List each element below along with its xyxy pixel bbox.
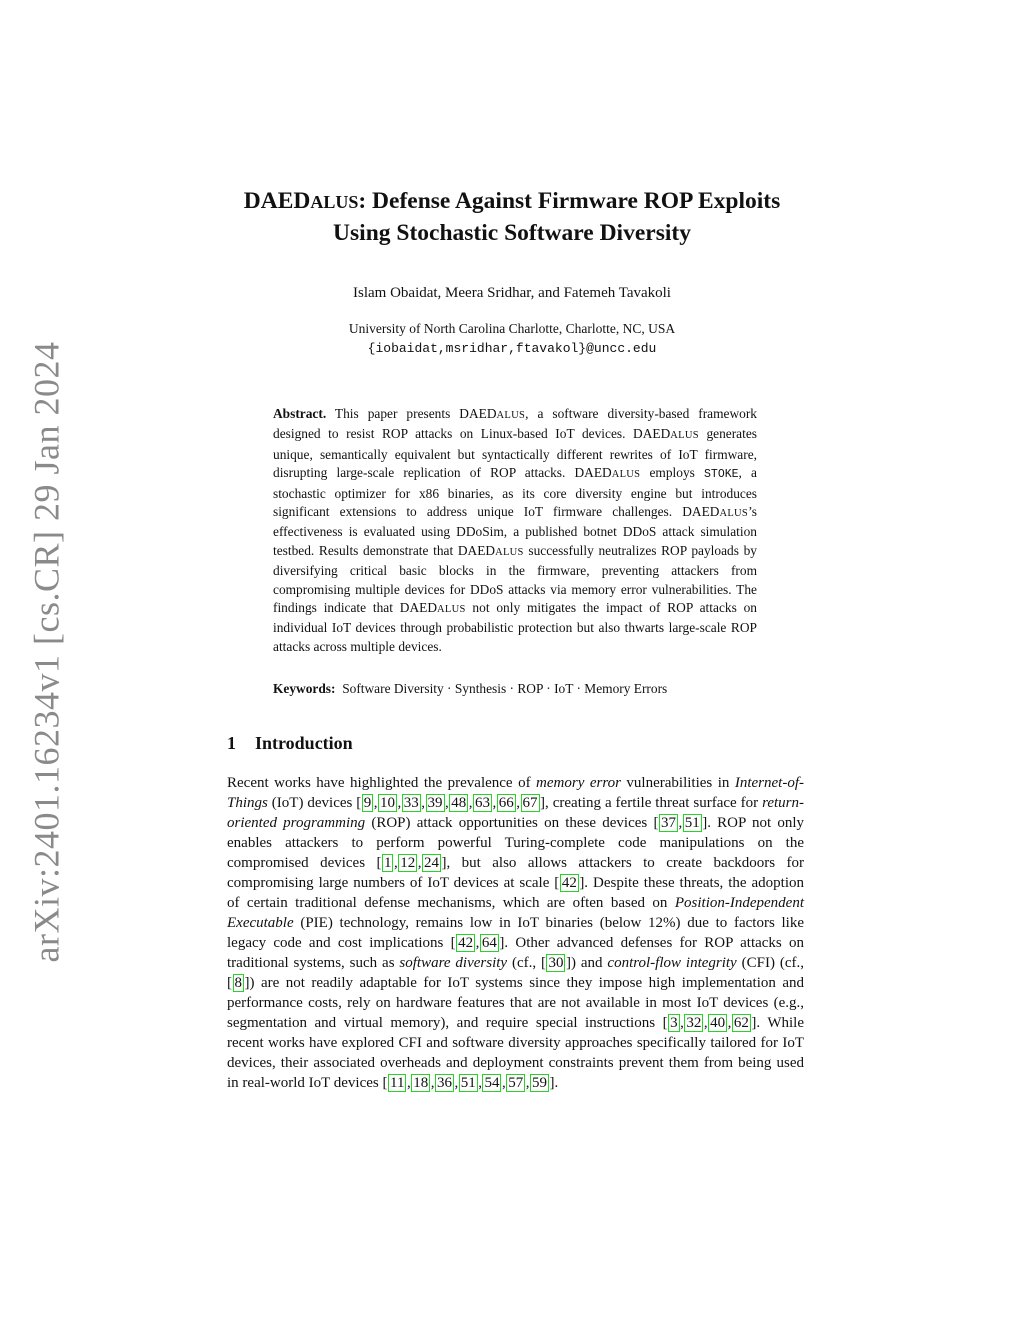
system-name-smallcaps: ALUS (496, 410, 526, 421)
citation-link[interactable]: 42 (561, 875, 577, 891)
citation-link[interactable]: 36 (436, 1075, 452, 1091)
citation-link[interactable]: 12 (400, 855, 416, 871)
intro-emphasis: Position-Independent Executable (227, 895, 804, 931)
citation-group: 9 , 10 , 33 , 39 , 48 , 63 , 66 , 67 (363, 795, 538, 811)
intro-text: (ROP) attack opportunities on these devices [ (365, 815, 659, 831)
title-line-1-rest: : Defense Against Firmware ROP Exploits (358, 188, 781, 214)
citation-link[interactable]: 3 (670, 1015, 678, 1031)
intro-text: ]. While recent works have explored CFI and software diversity approaches specifically tailored for IoT devices, their associated overheads and deployment constraints prevent them from being used in real-world IoT devices [ (227, 1015, 805, 1091)
paper-title (212, 186, 812, 249)
abstract-text: ’s effectiveness is evaluated using DDoSim, a published botnet DDoS attack simulation testbed. Results demonstrate that (273, 504, 757, 558)
citation-link[interactable]: 51 (684, 815, 700, 831)
citation-group: 3 , 32 , 40 , 62 (670, 1015, 749, 1031)
citation-group: 37 , 51 (660, 815, 700, 831)
title-name-smallcaps: ALUS (310, 192, 359, 212)
citation-link[interactable]: 40 (710, 1015, 726, 1031)
citation-link[interactable]: 24 (423, 855, 439, 871)
abstract-text: , a stochastic optimizer for x86 binaries, as its core diversity engine but introduces significant extensions to address unique IoT firmware challenges. (273, 465, 757, 520)
intro-text: ]. Despite these threats, the adoption of certain traditional defense mechanisms, which are often based on (227, 875, 805, 911)
system-name-smallcaps: ALUS (611, 469, 641, 481)
intro-text: ]) are not readily adaptable for IoT systems since they impose high implementation and performance costs, rely on hardware features that are not available in most IoT devices (e.g., segmentation and virtual memory), and require special instructions [ (227, 975, 804, 1031)
intro-emphasis: software diversity (399, 955, 508, 971)
citation-link[interactable]: 51 (460, 1075, 476, 1091)
system-name (682, 504, 748, 519)
introduction-paragraph (227, 773, 804, 1093)
title-line-1 (212, 186, 812, 218)
abstract-text: This paper presents (326, 406, 460, 421)
abstract (273, 405, 757, 656)
system-name-smallcaps: ALUS (437, 604, 466, 616)
citation-link[interactable]: 30 (548, 955, 564, 971)
citation-link[interactable]: 63 (475, 795, 491, 811)
abstract-text: employs (640, 465, 705, 481)
abstract-label: Abstract. (273, 406, 327, 421)
citation-link[interactable]: 39 (427, 795, 443, 811)
citation-link[interactable]: 33 (403, 795, 419, 811)
system-name-caps: DAED (459, 406, 497, 421)
intro-emphasis: Internet-of-Things (227, 775, 804, 811)
intro-text: (cf., [ (507, 955, 546, 971)
citation-link[interactable]: 62 (733, 1015, 749, 1031)
intro-text: ], creating a fertile threat surface for (540, 795, 763, 811)
keywords (273, 680, 773, 698)
citation-group: 42 , 64 (458, 935, 497, 951)
intro-emphasis: memory error (536, 775, 621, 791)
citation-group (546, 955, 566, 971)
citation-link[interactable]: 11 (390, 1075, 405, 1091)
citation-link[interactable]: 59 (531, 1075, 547, 1091)
citation-link[interactable]: 32 (686, 1015, 702, 1031)
abstract-text: successfully neutralizes ROP payloads by diversifying critical basic blocks in the firmware, preventing attackers from compromising multiple devices for DDoS attacks via memory error vulnerabilities. The findings indicate that (273, 542, 757, 616)
section-title: Introduction (255, 733, 353, 753)
citation-link[interactable]: 67 (522, 795, 538, 811)
system-name (400, 600, 466, 615)
system-name-caps: DAED (457, 542, 496, 558)
citation-group: 1 , 12 , 24 (383, 855, 439, 871)
citation-link[interactable]: 66 (498, 795, 514, 811)
intro-text: ], but also allows attackers to create backdoors for compromising large numbers of IoT devices at scale [ (227, 855, 805, 891)
abstract-text: , a software diversity-based framework designed to resist ROP attacks on Linux-based IoT devices. (273, 406, 757, 442)
section-heading (227, 731, 787, 755)
intro-emphasis: return-oriented programming (227, 795, 805, 831)
citation-group (232, 975, 245, 991)
intro-text: (PIE) technology, remains low in IoT binaries (below 12%) due to factors like legacy code and cost implications [ (227, 915, 804, 951)
stoke-name: STOKE (704, 468, 739, 482)
intro-text: vulnerabilities in (620, 775, 735, 791)
keywords-text: Software Diversity · Synthesis · ROP · IoT · Memory Errors (342, 681, 668, 696)
citation-link[interactable]: 48 (451, 795, 467, 811)
affiliation-institution: University of North Carolina Charlotte, Charlotte, NC, USA (348, 321, 676, 336)
citation-link[interactable]: 9 (363, 795, 372, 811)
author-list: Islam Obaidat, Meera Sridhar, and Fatemeh Tavakoli (353, 285, 671, 301)
citation-group: 11 , 18 , 36 , 51 , 54 , 57 , 59 (390, 1075, 547, 1091)
citation-link[interactable]: 8 (234, 975, 242, 991)
arxiv-side-identifier (8, 341, 84, 963)
citation-link[interactable]: 54 (484, 1075, 500, 1091)
affiliation-email: {iobaidat,msridhar,ftavakol}@uncc.edu (367, 341, 657, 356)
title-line-2: Using Stochastic Software Diversity (333, 220, 691, 246)
abstract-text: generates unique, semantically equivalent but syntactically different rewrites of IoT firmware, disrupting large-scale replication of ROP attacks. (273, 426, 757, 481)
system-name-caps: DAED (574, 465, 612, 481)
system-name (633, 426, 699, 441)
citation-link[interactable]: 18 (413, 1075, 429, 1091)
intro-emphasis: control-flow integrity (607, 955, 737, 971)
citation-link[interactable]: 64 (481, 935, 497, 951)
section-number: 1 (227, 733, 236, 753)
intro-text: ]. (549, 1075, 559, 1091)
system-name-smallcaps: ALUS (719, 508, 749, 520)
intro-text: Recent works have highlighted the prevalence of (227, 775, 537, 791)
citation-link[interactable]: 1 (383, 855, 392, 871)
system-name-caps: DAED (633, 426, 671, 442)
keywords-label: Keywords: (273, 681, 336, 696)
system-name-smallcaps: ALUS (495, 546, 524, 558)
arxiv-id-text: arXiv:2401.16234v1 [cs.CR] 29 Jan 2024 (26, 341, 67, 963)
system-name-smallcaps: ALUS (670, 430, 699, 442)
system-name (458, 543, 524, 558)
citation-group (559, 875, 579, 891)
abstract-text: not only mitigates the impact of ROP attacks on individual IoT devices through probabilistic protection but also thwarts large-scale ROP attacks across multiple devices. (273, 600, 757, 654)
citation-link[interactable]: 37 (660, 815, 676, 831)
affiliation-block (212, 319, 812, 359)
system-name (459, 406, 525, 421)
title-name-caps: DAED (243, 188, 311, 214)
intro-text: ]. ROP not only enables attackers to perform powerful Turing-complete code manipulations on the compromised devices [ (227, 815, 804, 871)
system-name (575, 465, 641, 480)
intro-text: (CFI) (cf., [ (227, 955, 804, 991)
system-name-caps: DAED (399, 600, 437, 616)
system-name-caps: DAED (682, 504, 720, 520)
intro-text: ]) and (565, 955, 608, 971)
citation-link[interactable]: 57 (508, 1075, 524, 1091)
intro-text: (IoT) devices [ (267, 795, 362, 811)
intro-text: ]. Other advanced defenses for ROP attacks on traditional systems, such as (227, 935, 804, 971)
citation-link[interactable]: 10 (380, 795, 396, 811)
citation-link[interactable]: 42 (458, 935, 474, 951)
